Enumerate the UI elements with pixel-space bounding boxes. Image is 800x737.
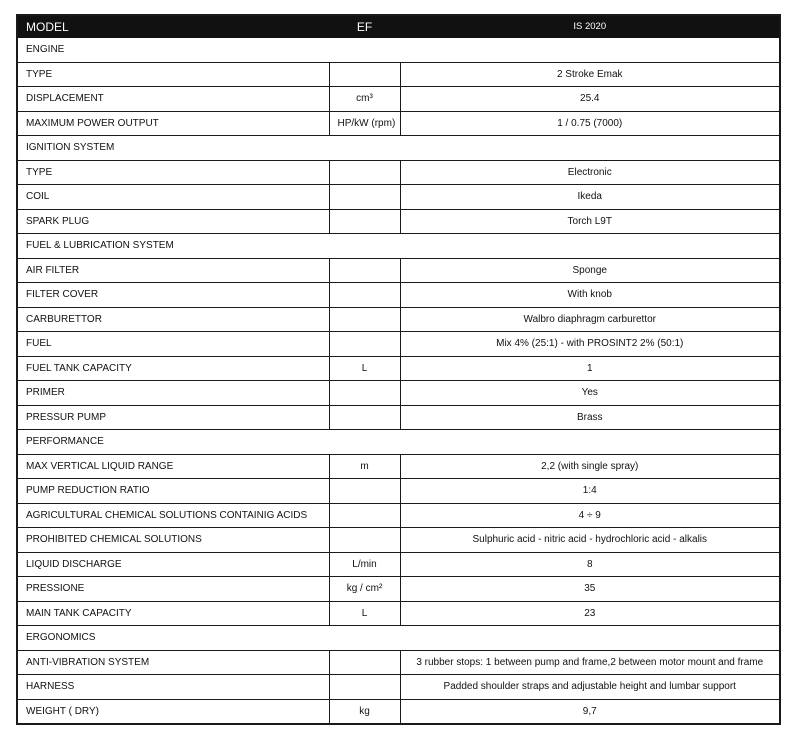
header-model-label: MODEL — [17, 15, 329, 38]
spec-label: LIQUID DISCHARGE — [17, 552, 329, 577]
spec-label: HARNESS — [17, 675, 329, 700]
spec-value: 2,2 (with single spray) — [400, 454, 780, 479]
spec-label: PRIMER — [17, 381, 329, 406]
spec-unit — [329, 160, 400, 185]
spec-value: 2 Stroke Emak — [400, 62, 780, 87]
spec-unit: L/min — [329, 552, 400, 577]
section-row — [17, 136, 780, 161]
spec-label: TYPE — [17, 160, 329, 185]
spec-label: WEIGHT ( DRY) — [17, 699, 329, 724]
spec-value: 1 / 0.75 (7000) — [400, 111, 780, 136]
spec-label: MAXIMUM POWER OUTPUT — [17, 111, 329, 136]
spec-value: 9,7 — [400, 699, 780, 724]
spec-label: TYPE — [17, 62, 329, 87]
spec-row — [17, 258, 780, 283]
spec-unit — [329, 307, 400, 332]
spec-label: PUMP REDUCTION RATIO — [17, 479, 329, 504]
spec-unit: cm³ — [329, 87, 400, 112]
spec-value: With knob — [400, 283, 780, 308]
section-row — [17, 626, 780, 651]
spec-value: Yes — [400, 381, 780, 406]
spec-value: Padded shoulder straps and adjustable height and lumbar support — [400, 675, 780, 700]
spec-row — [17, 332, 780, 357]
spec-label: FILTER COVER — [17, 283, 329, 308]
spec-row — [17, 283, 780, 308]
spec-label: FUEL TANK CAPACITY — [17, 356, 329, 381]
spec-row — [17, 405, 780, 430]
spec-label: AGRICULTURAL CHEMICAL SOLUTIONS CONTAINIG ACIDS — [17, 503, 329, 528]
spec-value: 35 — [400, 577, 780, 602]
spec-label: CARBURETTOR — [17, 307, 329, 332]
spec-unit — [329, 332, 400, 357]
spec-value: 4 ÷ 9 — [400, 503, 780, 528]
spec-row — [17, 356, 780, 381]
spec-unit — [329, 185, 400, 210]
section-row — [17, 430, 780, 455]
spec-table — [16, 14, 781, 725]
section-label: PERFORMANCE — [17, 430, 780, 455]
spec-value: Brass — [400, 405, 780, 430]
spec-value: 3 rubber stops: 1 between pump and frame,2 between motor mount and frame — [400, 650, 780, 675]
spec-label: MAX VERTICAL LIQUID RANGE — [17, 454, 329, 479]
spec-label: COIL — [17, 185, 329, 210]
spec-unit — [329, 62, 400, 87]
spec-row — [17, 381, 780, 406]
spec-row — [17, 528, 780, 553]
spec-row — [17, 503, 780, 528]
spec-value: Ikeda — [400, 185, 780, 210]
spec-unit: L — [329, 356, 400, 381]
section-row — [17, 38, 780, 63]
spec-value: 1:4 — [400, 479, 780, 504]
spec-row — [17, 699, 780, 724]
spec-unit — [329, 675, 400, 700]
spec-row — [17, 454, 780, 479]
spec-label: ANTI-VIBRATION SYSTEM — [17, 650, 329, 675]
spec-value: Mix 4% (25:1) - with PROSINT2 2% (50:1) — [400, 332, 780, 357]
spec-unit — [329, 258, 400, 283]
spec-unit — [329, 209, 400, 234]
spec-unit: kg — [329, 699, 400, 724]
spec-row — [17, 307, 780, 332]
spec-row — [17, 650, 780, 675]
spec-unit — [329, 503, 400, 528]
spec-label: PRESSIONE — [17, 577, 329, 602]
spec-value: Electronic — [400, 160, 780, 185]
spec-unit — [329, 650, 400, 675]
spec-unit: m — [329, 454, 400, 479]
spec-value: Walbro diaphragm carburettor — [400, 307, 780, 332]
spec-label: FUEL — [17, 332, 329, 357]
spec-label: DISPLACEMENT — [17, 87, 329, 112]
spec-unit: kg / cm² — [329, 577, 400, 602]
spec-value: Sulphuric acid - nitric acid - hydrochloric acid - alkalis — [400, 528, 780, 553]
spec-unit — [329, 528, 400, 553]
spec-value: 1 — [400, 356, 780, 381]
spec-unit — [329, 405, 400, 430]
spec-value: Torch L9T — [400, 209, 780, 234]
spec-unit — [329, 283, 400, 308]
spec-label: PROHIBITED CHEMICAL SOLUTIONS — [17, 528, 329, 553]
spec-row — [17, 209, 780, 234]
spec-row — [17, 552, 780, 577]
spec-table-body — [17, 38, 780, 725]
spec-value: 25.4 — [400, 87, 780, 112]
section-label: FUEL & LUBRICATION SYSTEM — [17, 234, 780, 259]
spec-unit: L — [329, 601, 400, 626]
spec-value: 23 — [400, 601, 780, 626]
header-model-name: IS 2020 — [400, 15, 780, 38]
spec-label: SPARK PLUG — [17, 209, 329, 234]
spec-value: 8 — [400, 552, 780, 577]
header-row — [17, 15, 780, 38]
section-row — [17, 234, 780, 259]
spec-label: PRESSUR PUMP — [17, 405, 329, 430]
section-label: ENGINE — [17, 38, 780, 63]
section-label: IGNITION SYSTEM — [17, 136, 780, 161]
header-ef-label: EF — [329, 15, 400, 38]
spec-row — [17, 577, 780, 602]
spec-row — [17, 62, 780, 87]
spec-row — [17, 185, 780, 210]
section-label: ERGONOMICS — [17, 626, 780, 651]
spec-row — [17, 675, 780, 700]
spec-label: MAIN TANK CAPACITY — [17, 601, 329, 626]
spec-value: Sponge — [400, 258, 780, 283]
spec-row — [17, 111, 780, 136]
spec-unit — [329, 479, 400, 504]
spec-unit: HP/kW (rpm) — [329, 111, 400, 136]
spec-row — [17, 479, 780, 504]
spec-label: AIR FILTER — [17, 258, 329, 283]
spec-unit — [329, 381, 400, 406]
spec-row — [17, 87, 780, 112]
spec-row — [17, 160, 780, 185]
spec-row — [17, 601, 780, 626]
